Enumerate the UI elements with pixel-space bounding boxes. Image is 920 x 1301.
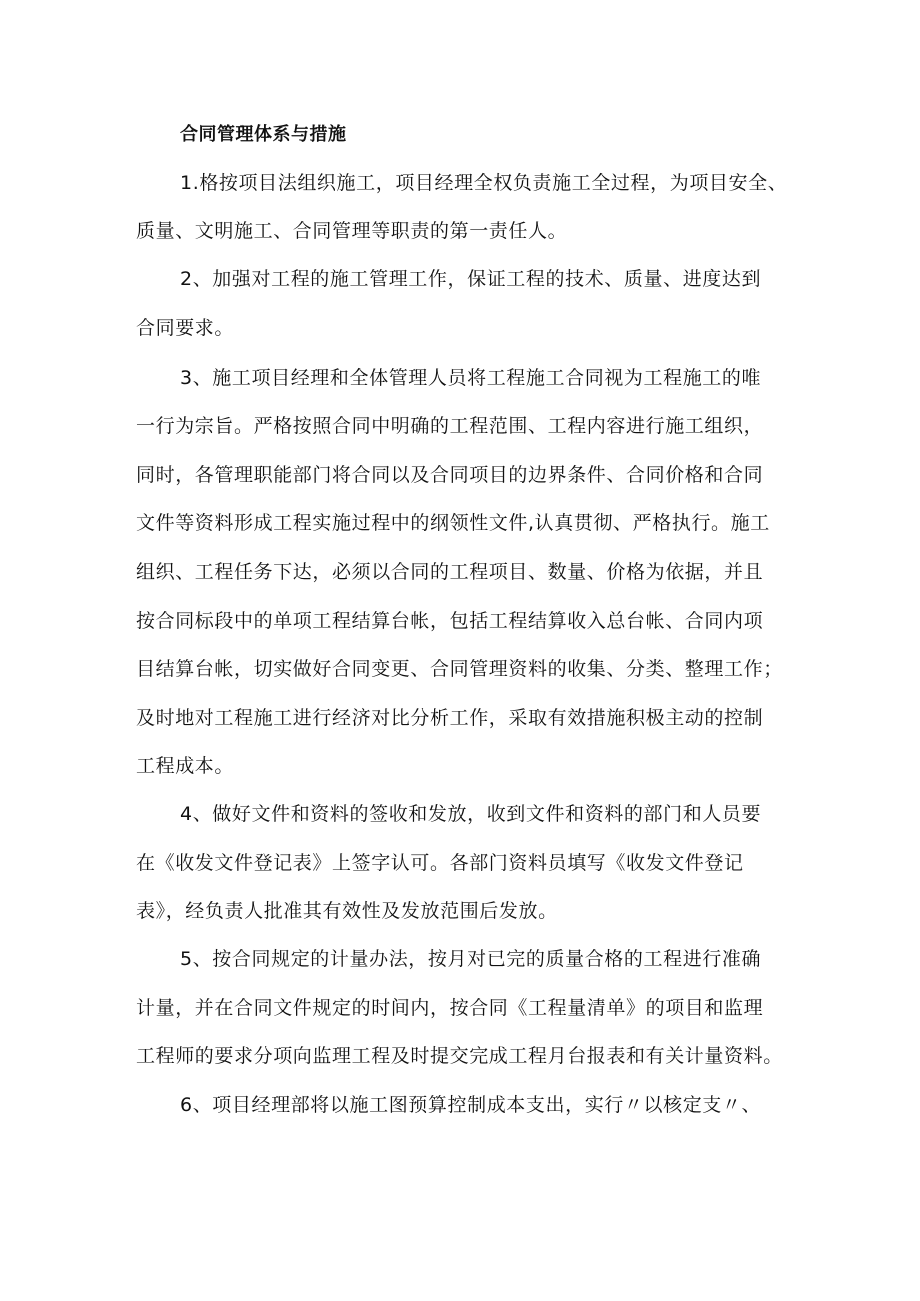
paragraph-2-line-1: 2、加强对工程的施工管理工作，保证工程的技术、质量、进度达到	[180, 268, 762, 290]
paragraph-3-line-3: 同时，各管理职能部门将合同以及合同项目的边界条件、合同价格和合同	[136, 464, 764, 486]
paragraph-5-line-3: 工程师的要求分项向监理工程及时提交完成工程月台报表和有关计量资料。	[136, 1045, 783, 1067]
paragraph-3-line-1: 3、施工项目经理和全体管理人员将工程施工合同视为工程施工的唯	[180, 367, 762, 389]
paragraph-5-line-2: 计量，并在合同文件规定的时间内，按合同《工程量清单》的项目和监理	[136, 997, 764, 1019]
paragraph-1-line-1: 1.格按项目法组织施工，项目经理全权负责施工全过程，为项目安全、	[180, 172, 788, 194]
paragraph-3-line-7: 目结算台帐，切实做好合同变更、合同管理资料的收集、分类、整理工作；	[136, 658, 783, 680]
paragraph-2-line-2: 合同要求。	[136, 317, 235, 339]
paragraph-6-line-1: 6、项目经理部将以施工图预算控制成本支出，实行〃以核定支〃、	[180, 1094, 762, 1116]
paragraph-3-line-8: 及时地对工程施工进行经济对比分析工作，采取有效措施积极主动的控制	[136, 707, 764, 729]
paragraph-3-line-5: 组织、工程任务下达，必须以合同的工程项目、数量、价格为依据，并且	[136, 561, 764, 583]
paragraph-4-line-3: 表》，经负责人批准其有效性及发放范围后发放。	[136, 900, 558, 922]
paragraph-4-line-1: 4、做好文件和资料的签收和发放，收到文件和资料的部门和人员要	[180, 803, 762, 825]
paragraph-1-line-2: 质量、文明施工、合同管理等职责的第一责任人。	[136, 220, 568, 242]
paragraph-4-line-2: 在《收发文件登记表》上签字认可。各部门资料员填写《收发文件登记	[136, 852, 744, 874]
document-title: 合同管理体系与措施	[180, 124, 347, 145]
paragraph-5-line-1: 5、按合同规定的计量办法，按月对已完的质量合格的工程进行准确	[180, 948, 762, 970]
paragraph-3-line-9: 工程成本。	[136, 755, 235, 777]
paragraph-3-line-6: 按合同标段中的单项工程结算台帐，包括工程结算收入总台帐、合同内项	[136, 610, 764, 632]
paragraph-3-line-2: 一行为宗旨。严格按照合同中明确的工程范围、工程内容进行施工组织，	[136, 415, 764, 437]
paragraph-3-line-4: 文件等资料形成工程实施过程中的纲领性文件,认真贯彻、严格执行。施工	[136, 512, 770, 534]
